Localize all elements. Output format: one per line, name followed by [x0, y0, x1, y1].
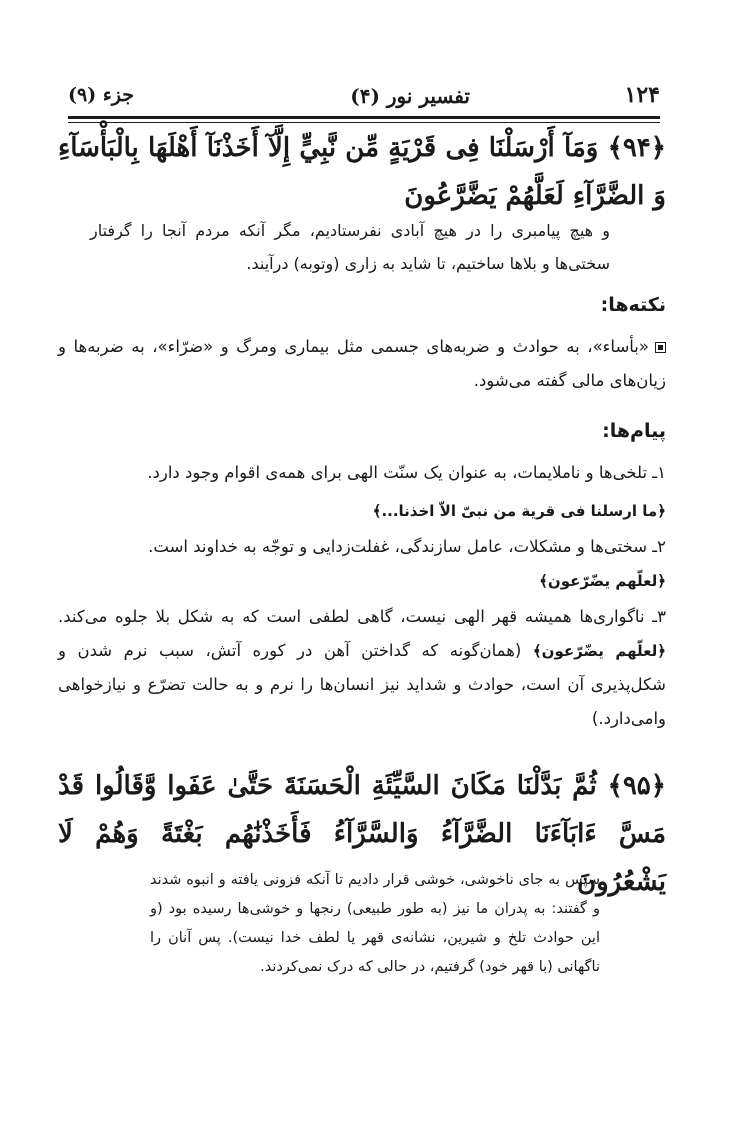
message-3-citation: ﴿لعلّهم یضّرّعون﴾	[532, 642, 666, 660]
page-number: ۱۲۴	[624, 82, 660, 108]
message-1-citation: ﴿ما ارسلنا فی قریة من نبیّ الاّ اخذنا...﴾	[372, 502, 666, 520]
messages-heading: پیام‌ها:	[602, 420, 666, 442]
header-rule-thin	[68, 122, 660, 123]
square-bullet-icon	[655, 342, 666, 353]
book-title: تفسیر نور (۴)	[350, 84, 470, 108]
message-3-text: ۳ـ ناگواری‌ها همیشه قهر الهی نیست، گاهی لطفی است که به شکل بلا جلوه می‌کند.	[58, 607, 666, 626]
verse-94-translation: و هیچ پیامبری را در هیچ آبادی نفرستادیم، مگر آنکه مردم آنجا را گرفتار سختی‌ها و بلاها ساختیم، تا شاید به زاری (وتوبه) درآیند.	[90, 221, 610, 273]
running-header	[68, 82, 660, 114]
message-3-text-cont: (همان‌گونه که گداختن آهن در کوره آتش، سبب نرم شدن و شکل‌پذیری آن است، حوادث و شداید نیز انسان‌ها را نرم و به حالت تضرّع و نیازخواهی وامی‌دارد.)	[58, 641, 666, 728]
notes-heading: نکته‌ها:	[600, 294, 666, 316]
message-1: ۱ـ تلخی‌ها و ناملایمات، به عنوان یک سنّت الهی برای همه‌ی اقوام وجود دارد.	[147, 463, 666, 482]
message-3	[58, 600, 666, 736]
verse-95-arabic: ﴿۹۵﴾ ثُمَّ بَدَّلْنَا مَكَانَ السَّيِّئَةِ الْحَسَنَةَ حَتَّىٰ عَفَوا وَّقَالُوا قَدْ مَسَّ ءَابَآءَنَا الضَّرَّآءُ وَالسَّرَّآءُ فَأَخَذْنَٰهُم بَغْتَةً وَهُمْ لَا يَشْعُرُونَ	[58, 771, 666, 897]
verse-94-arabic: ﴿۹۴﴾ وَمَآ أَرْسَلْنَا فِى قَرْيَةٍ مِّن نَّبِيٍّ إِلَّآ أَخَذْنَآ أَهْلَهَا بِالْبَأْسَآءِ وَ الضَّرَّآءِ لَعَلَّهُمْ يَضَّرَّعُونَ	[58, 133, 666, 211]
note-item	[58, 330, 666, 398]
message-2-citation: ﴿لعلّهم یضّرّعون﴾	[539, 572, 666, 590]
note-item-text: «بأساء»، به حوادث و ضربه‌های جسمی مثل بیماری ومرگ و «ضرّاء»، به ضربه‌ها و زیان‌های مالی گفته می‌شود.	[58, 337, 666, 390]
header-rule-thick	[68, 116, 660, 119]
verse-95-translation: سپس به جای ناخوشی، خوشی قرار دادیم تا آنکه فزونی یافته و انبوه شدند و گفتند: به پدران ما نیز (به طور طبیعی) رنجها و خوشی‌ها رسیده بود (و این حوادث تلخ و شیرین، نشانه‌ی قهر یا لطف خدا نیست). پس آنان را ناگهانی (با قهر خود) گرفتیم، در حالی که درک نمی‌کردند.	[150, 872, 600, 975]
message-2: ۲ـ سختی‌ها و مشکلات، عامل سازندگی، غفلت‌زدایی و توجّه به خداوند است.	[148, 537, 666, 556]
juz-label: جزء (۹)	[68, 84, 134, 106]
